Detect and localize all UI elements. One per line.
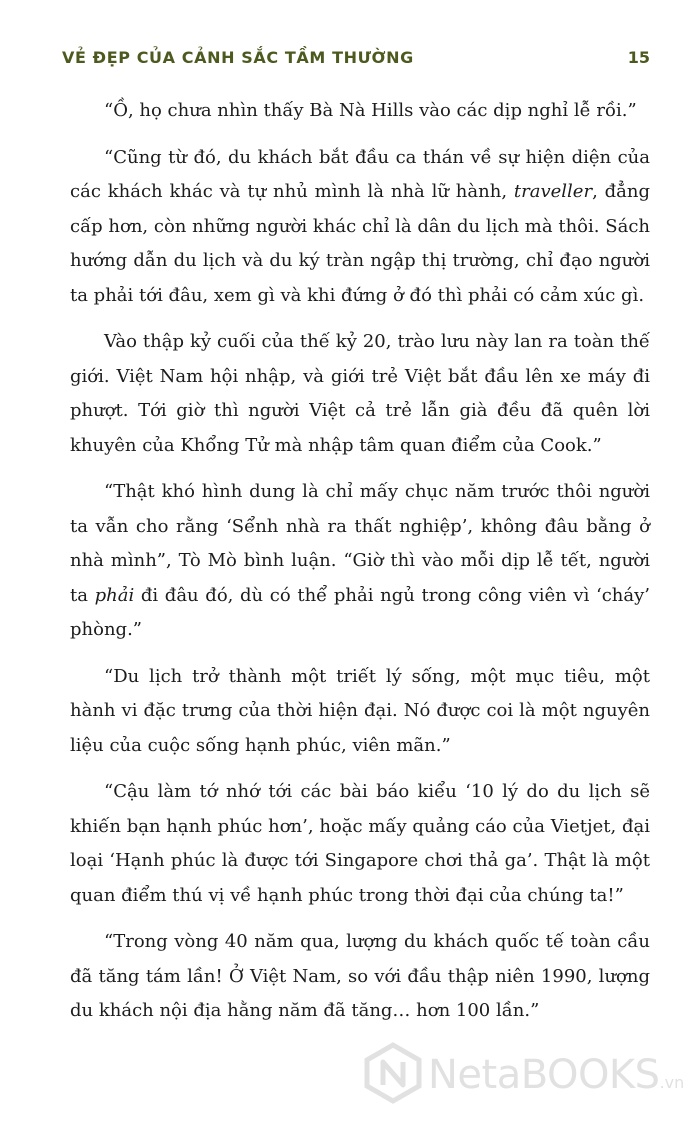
paragraph	[70, 325, 650, 463]
chapter-title: VẺ ĐẸP CỦA CẢNH SẮC TẦM THƯỜNG	[62, 48, 414, 67]
netabooks-logo-icon	[362, 1042, 424, 1104]
italic-term: traveller	[513, 181, 593, 202]
watermark-suffix: .vn	[659, 1073, 685, 1092]
paragraph-text: “Trong vòng 40 năm qua, lượng du khách quốc tế toàn cầu đã tăng tám lần! Ở Việt Nam, so với đầu thập niên 1990, lượng du khách nội địa hằng năm đã tăng… hơn 100 lần.”	[70, 931, 650, 1021]
paragraph-text: “Thật khó hình dung là chỉ mấy chục năm trước thôi người ta vẫn cho rằng ‘Sểnh nhà ra thất nghiệp’, không đâu bằng ở nhà mình”, Tò Mò bình luận. “Giờ thì vào mỗi dịp lễ tết, người ta	[70, 481, 650, 606]
paragraph	[70, 141, 650, 314]
body-text	[70, 94, 650, 1041]
paragraph	[70, 660, 650, 764]
paragraph-text: , đẳng cấp hơn, còn những người khác chỉ là dân du lịch mà thôi. Sách hướng dẫn du lịch và du ký tràn ngập thị trường, chỉ đạo người ta phải tới đâu, xem gì và khi đứng ở đó thì phải có cảm xúc gì.	[70, 181, 650, 306]
paragraph	[70, 775, 650, 913]
italic-term: phải	[94, 584, 135, 606]
watermark	[362, 1042, 692, 1112]
paragraph-text: “Cậu làm tớ nhớ tới các bài báo kiểu ‘10 lý do du lịch sẽ khiến bạn hạnh phúc hơn’, hoặc mấy quảng cáo của Vietjet, đại loại ‘Hạnh phúc là được tới Singapore chơi thả ga’. Thật là một quan điểm thú vị về hạnh phúc trong thời đại của chúng ta!”	[70, 781, 650, 906]
paragraph	[70, 94, 650, 129]
paragraph	[70, 925, 650, 1029]
paragraph-text: đi đâu đó, dù có thể phải ngủ trong công viên vì ‘cháy’ phòng.”	[70, 584, 651, 640]
watermark-text	[428, 1052, 684, 1098]
running-header	[62, 48, 650, 72]
paragraph-text: “Du lịch trở thành một triết lý sống, một mục tiêu, một hành vi đặc trưng của thời hiện đại. Nó được coi là một nguyên liệu của cuộc sống hạnh phúc, viên mãn.”	[70, 665, 650, 756]
paragraph	[70, 475, 650, 648]
watermark-brand: NetaBOOKS	[428, 1052, 660, 1098]
paragraph-text: Vào thập kỷ cuối của thế kỷ 20, trào lưu này lan ra toàn thế giới. Việt Nam hội nhập, và giới trẻ Việt bắt đầu lên xe máy đi phượt. Tới giờ thì người Việt cả trẻ lẫn già đều đã quên lời khuyên của Khổng Tử mà nhập tâm quan điểm của Cook.”	[70, 331, 650, 456]
page-number: 15	[627, 48, 650, 67]
paragraph-text: “Cũng từ đó, du khách bắt đầu ca thán về sự hiện diện của các khách khác và tự nhủ mình là nhà lữ hành,	[70, 146, 650, 202]
paragraph-text: “Ồ, họ chưa nhìn thấy Bà Nà Hills vào các dịp nghỉ lễ rồi.”	[104, 100, 637, 121]
